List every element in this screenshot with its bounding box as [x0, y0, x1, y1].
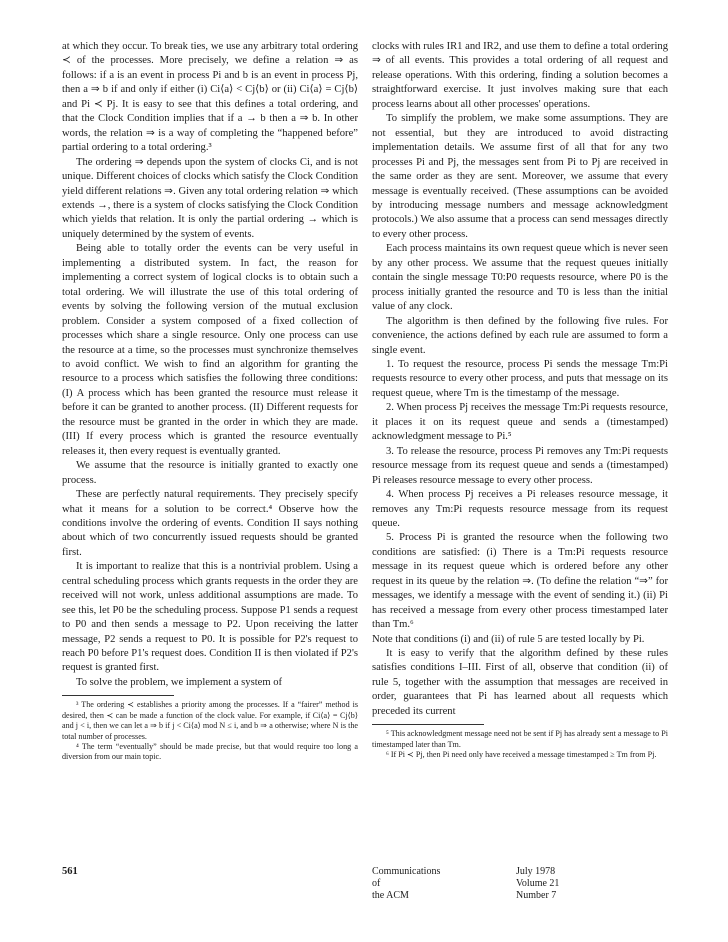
journal-line: Communications — [372, 866, 441, 877]
journal-line: the ACM — [372, 890, 409, 902]
footnote: ⁴ The term “eventually” should be made precise, but that would require too long a diversion from our main topic. — [62, 742, 358, 762]
issue-info — [516, 866, 559, 903]
paragraph: Being able to totally order the events can be very useful in implementing a distributed system. In fact, the reason for implementing a correct system of logical clocks is to obtain such a total ordering. We will illustrate the use of this total ordering of events by solving the following version of the mutual exclusion problem. Consider a system composed of a fixed collection of processes which share a single resource. Only one process can use the resource at a time, so the processes must synchronize themselves to avoid conflict. We wish to find an algorithm for granting the resource to a process which satisfies the following three conditions: (I) A process which has been granted the resource must release it before it can be granted to another process. (II) Different requests for the resource must be granted in the order in which they are made. (III) If every process which is granted the resource eventually releases it, then every request is eventually granted. — [62, 243, 358, 457]
left-column — [62, 40, 358, 763]
issue-volume: Volume 21 — [516, 878, 560, 890]
paragraph: The algorithm is then defined by the following five rules. For convenience, the actions defined by each rule are assumed to form a single event. — [372, 315, 668, 356]
paragraph: clocks with rules IR1 and IR2, and use them to define a total ordering ⇒ of all events. This provides a total ordering of all request and release operations. With this ordering, finding a solution becomes a straightforward exercise. It just involves making sure that each process learns about all other processes' operations. — [372, 41, 668, 110]
paragraph: These are perfectly natural requirements. They precisely specify what it means for a solution to be correct.⁴ Observe how the conditions involve the ordering of events. Condition II says nothing about which of two concurrently issued requests should be granted first. — [62, 489, 358, 558]
footnote: ⁶ If Pi ≺ Pj, then Pi need only have received a message timestamped ≥ Tm from Pj. — [386, 750, 657, 760]
paragraph: The ordering ⇒ depends upon the system of clocks Ci, and is not unique. Different choices of clocks which satisfy the Clock Condition yield different relations ⇒. Given any total ordering relation ⇒ which extends →, there is a system of clocks satisfying the Clock Condition which yields that relation. It is only the partial ordering → which is uniquely determined by the system of events. — [62, 156, 358, 240]
rule-item: 3. To release the resource, process Pi removes any Tm:Pi requests resource message from its request queue and sends a (timestamped) Pi releases resource message to every other process. — [372, 445, 668, 486]
paragraph: Each process maintains its own request queue which is never seen by any other process. We assume that the request queues initially contain the single message T0:P0 requests resource, where P0 is the process initially granted the resource and T0 is less than the initial value of any clock. — [372, 243, 668, 313]
journal-name — [372, 866, 440, 903]
issue-number: Number 7 — [516, 890, 557, 902]
rule-item: 4. When process Pj receives a Pi releases resource message, it removes any Tm:Pi requests resource message from its request queue. — [372, 489, 668, 529]
footnote: ³ The ordering ≺ establishes a priority among the processes. If a “fairer” method is desired, then ≺ can be made a function of the clock value. For example, if Ci⟨a⟩ = Cj⟨b⟩ and j < i, then we can let a ⇒ b if j < Ci⟨a⟩ mod N ≤ i, and b ⇒ a otherwise; where N is the total number of processes. — [62, 700, 358, 741]
rule-item: 2. When process Pj receives the message Tm:Pi requests resource, it places it on its request queue and sends a (timestamped) acknowledgment message to Pi.⁵ — [372, 402, 668, 443]
paragraph: Note that conditions (i) and (ii) of rule 5 are tested locally by Pi. — [372, 633, 645, 645]
page-number: 561 — [62, 866, 78, 877]
footnote-divider — [62, 695, 174, 696]
paragraph: It is easy to verify that the algorithm defined by these rules satisfies conditions I–III. First of all, observe that condition (ii) of rule 5, together with the assumption that messages are received in order, guarantees that Pi has learned about all requests which preceded its current — [372, 648, 668, 717]
paragraph: It is important to realize that this is a nontrivial problem. Using a central scheduling process which grants requests in the order they are received will not work, unless additional assumptions are made. To see this, let P0 be the scheduling process. Suppose P1 sends a request to P0 and then sends a message to P2. Upon receiving the latter message, P2 sends a request to P0. It is possible for P2's request to reach P0 before P1's request does. Condition II is then violated if P2's request is granted first. — [62, 561, 358, 674]
journal-line: of — [372, 878, 381, 890]
paragraph: To solve the problem, we implement a system of — [76, 676, 283, 688]
paragraph: To simplify the problem, we make some assumptions. They are not essential, but they are introduced to avoid distracting implementation details. We assume first of all that for any two processes Pi and Pj, the messages sent from Pi to Pj are received in the same order as they are sent. Moreover, we assume that every message is eventually received. (These assumptions can be avoided by introducing message numbers and message acknowledgment protocols.) We also assume that a process can send messages directly to every other process. — [372, 113, 668, 240]
paragraph: We assume that the resource is initially granted to exactly one process. — [62, 460, 358, 486]
right-column — [372, 40, 668, 761]
issue-date: July 1978 — [516, 866, 556, 877]
rule-item: 5. Process Pi is granted the resource when the following two conditions are satisfied: (i) There is a Tm:Pi requests resource message in its request queue which is ordered before any other request in its queue by the relation ⇒. (To define the relation “⇒” for messages, we identify a message with the event of sending it.) (ii) Pi has received a message from every other process timestamped later than Tm.⁶ — [372, 532, 668, 631]
paragraph: at which they occur. To break ties, we use any arbitrary total ordering ≺ of the processes. More precisely, we define a relation ⇒ as follows: if a is an event in process Pi and b is an event in process Pj, then a ⇒ b if and only if either (i) Ci⟨a⟩ < Cj⟨b⟩ or (ii) Ci⟨a⟩ = Cj⟨b⟩ and Pi ≺ Pj. It is easy to see that this defines a total ordering, and that the Clock Condition implies that if a → b then a ⇒ b. In other words, the relation ⇒ is a way of completing the “happened before” partial ordering to a total ordering.³ — [62, 41, 358, 154]
footnote-divider — [372, 724, 484, 725]
rule-item: 1. To request the resource, process Pi sends the message Tm:Pi requests resource to every other process, and puts that message on its request queue, where Tm is the timestamp of the message. — [372, 358, 668, 399]
footnote: ⁵ This acknowledgment message need not be sent if Pj has already sent a message to Pi timestamped later than Tm. — [372, 729, 668, 749]
